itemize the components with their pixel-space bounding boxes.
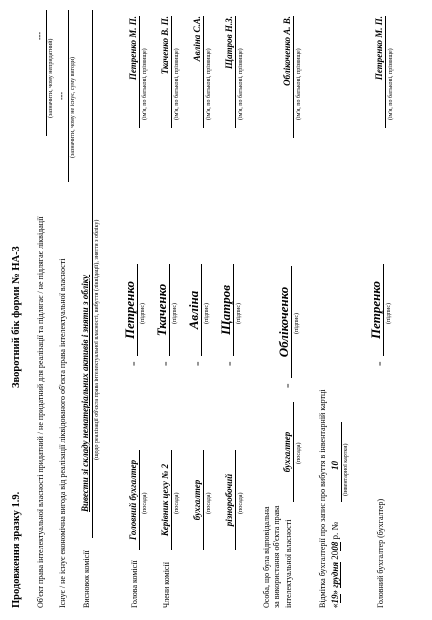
chairman-equals: = <box>130 361 139 366</box>
member-2-name-note: (ім'я, по батькові, прізвище) <box>206 48 212 120</box>
members-label: Члени комісії <box>162 562 171 608</box>
responsible-position-note: (посада) <box>296 442 302 464</box>
accountant-signature: Петренко <box>368 264 384 356</box>
member-3-signature: Щатров <box>218 264 234 356</box>
chairman-name-note: (ім'я, по батькові, прізвище) <box>142 48 148 120</box>
member-3-position: різноробочий <box>224 450 236 550</box>
chairman-signature-note: (підпис) <box>140 302 146 324</box>
registry-year-prefix: 20 <box>330 550 340 560</box>
member-2-signature: Авліна <box>186 264 202 356</box>
responsible-signature-note: (підпис) <box>294 312 300 334</box>
intro-line-2: Існує / не існує економічна вигода від реалізації ліквідованого об'єкта права інтелектуальної власності <box>58 258 67 608</box>
member-3-position-note: (посада) <box>238 492 244 514</box>
responsible-signature: Облікоченко <box>276 266 292 378</box>
registry-card-underline <box>341 422 342 502</box>
member-3-signature-note: (підпис) <box>236 302 242 324</box>
registry-card-note: (інвентарної картки) <box>343 443 349 496</box>
member-2-name: Авліна С.А. <box>192 16 204 128</box>
chairman-signature: Петренко <box>122 264 138 356</box>
member-1-position: Керівник цеху № 2 <box>160 450 172 550</box>
accountant-name: Петренко М. П. <box>374 16 386 128</box>
accountant-label: Головний бухгалтер (бухгалтер) <box>376 498 385 608</box>
conclusion-underline <box>92 10 93 538</box>
conclusion-label: Висновок комісії <box>82 550 91 608</box>
intro-line-1-note: (зазначити, чому непридатний) <box>48 38 54 118</box>
intro-line-2-dashes: --- <box>57 92 66 100</box>
member-3-equals: = <box>226 361 235 366</box>
responsible-equals: = <box>284 383 293 388</box>
member-1-position-note: (посада) <box>174 492 180 514</box>
accountant-equals: = <box>376 361 385 366</box>
member-3-name: Щатров Н.З. <box>224 16 236 128</box>
registry-date: «19» грудня 2008 р. № <box>330 521 340 608</box>
intro-line-1-underline <box>46 10 47 136</box>
member-2-position-note: (посада) <box>206 492 212 514</box>
intro-line-1: Об'єкт права інтелектуальної власності придатний / не придатний для реалізації та підлягає / не підлягає ліквідації <box>36 216 45 608</box>
responsible-name-note: (ім'я, по батькові, прізвище) <box>296 48 302 120</box>
member-1-name: Ткаченко В. П. <box>160 16 172 128</box>
member-3-name-note: (ім'я, по батькові, прізвище) <box>238 48 244 120</box>
member-1-signature-note: (підпис) <box>172 302 178 324</box>
responsible-label-2: за використання об'єкта права <box>272 505 281 608</box>
registry-day: 19 <box>330 594 340 604</box>
chairman-name: Петренко М. П. <box>128 16 140 128</box>
form-title: Зворотний бік форми № НА-3 <box>11 246 22 388</box>
registry-line: Відмітка бухгалтерії про запис про вибуття в інвентарній картці <box>318 389 327 608</box>
intro-line-2-note: (зазначити, чому не існує, суму вигоди) <box>70 56 76 158</box>
intro-line-2-underline <box>68 10 69 182</box>
registry-month: грудня <box>330 561 340 588</box>
accountant-signature-note: (підпис) <box>386 302 392 324</box>
conclusion-value: Вивести зі складу нематеріальних активів і зняти з обліку <box>80 274 90 512</box>
member-2-position: бухгалтер <box>192 450 204 550</box>
chairman-position: Головний бухгалтер <box>128 450 140 550</box>
registry-year: 08 <box>330 541 340 551</box>
member-2-signature-note: (підпис) <box>204 302 210 324</box>
responsible-label-1: Особа, що була відповідальна <box>262 506 271 608</box>
registry-card-number: 10 <box>330 461 340 470</box>
intro-line-1-dashes: --- <box>35 32 44 40</box>
member-1-equals: = <box>162 361 171 366</box>
responsible-label-3: інтелектуальної власності <box>284 519 293 608</box>
member-1-name-note: (ім'я, по батькові, прізвище) <box>174 48 180 120</box>
member-1-signature: Ткаченко <box>154 264 170 356</box>
responsible-position: бухгалтер <box>282 402 294 502</box>
member-2-equals: = <box>194 361 203 366</box>
accountant-name-note: (ім'я, по батькові, прізвище) <box>388 48 394 120</box>
responsible-name: Облікоченко А. В. <box>282 16 294 138</box>
conclusion-note: (щодо реалізації об'єкта права інтелектуальної власності, вибуття (ліквідації), зняття з обліку) <box>94 219 100 460</box>
continuation-heading: Продовження зразку 1.9. <box>11 491 22 608</box>
chairman-label: Голова комісії <box>130 560 139 608</box>
chairman-position-note: (посада) <box>142 492 148 514</box>
registry-year-suffix: р. № <box>330 521 340 540</box>
